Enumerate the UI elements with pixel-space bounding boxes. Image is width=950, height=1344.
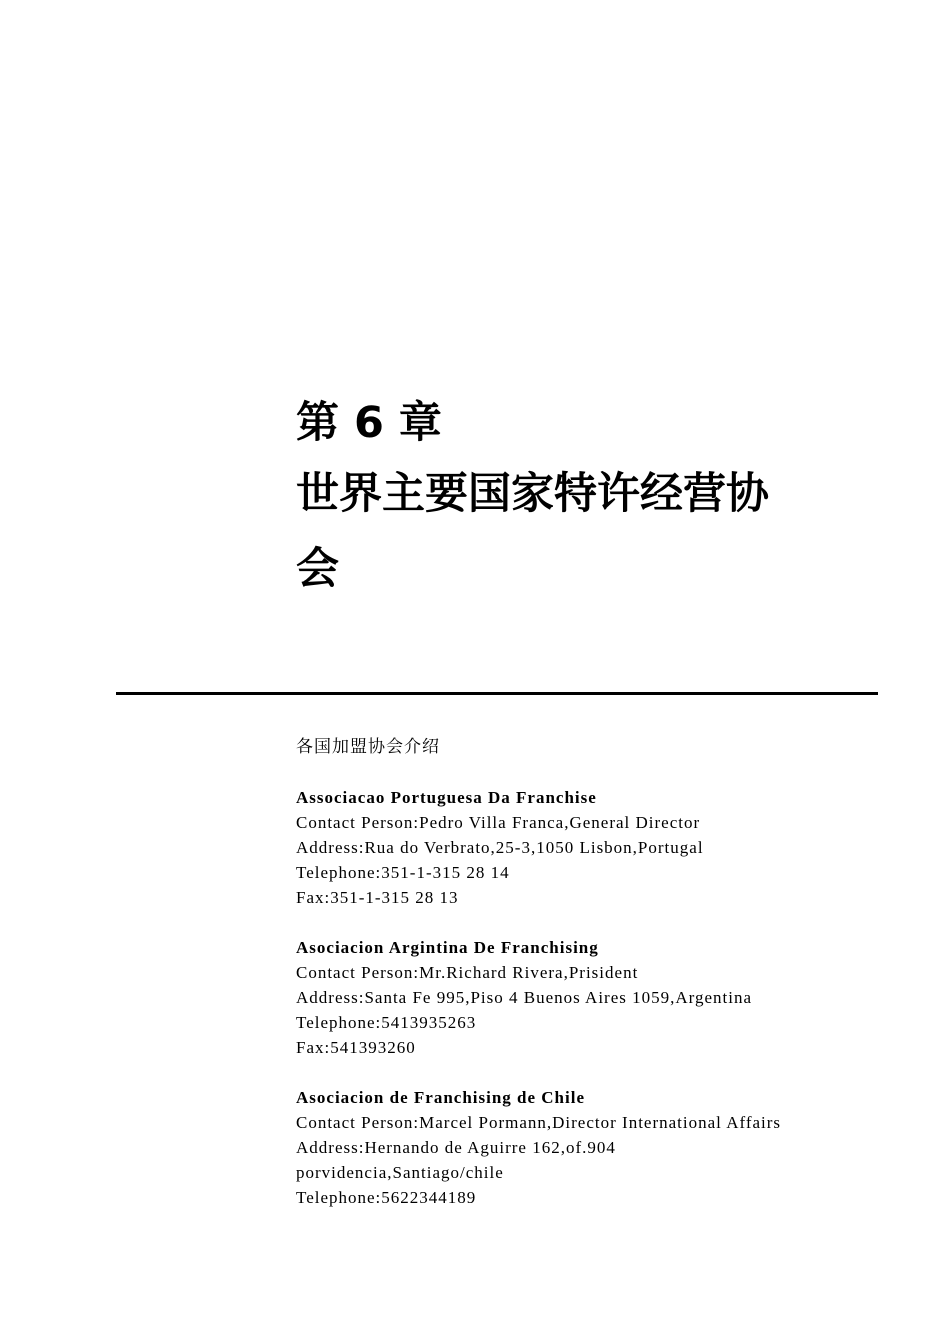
address-continued: porvidencia,Santiago/chile (296, 1163, 504, 1182)
chapter-title: 世界主要国家特许经营协会 (296, 469, 769, 594)
association-list (296, 785, 896, 1235)
chapter-number: 第 6 章 (296, 398, 442, 448)
section-divider (116, 692, 878, 695)
association-entry (296, 1085, 896, 1210)
contact-person: Contact Person:Pedro Villa Franca,General Director (296, 813, 701, 832)
contact-person: Contact Person:Mr.Richard Rivera,Prisident (296, 963, 639, 982)
address: Address:Rua do Verbrato,25-3,1050 Lisbon,Portugal (296, 838, 704, 857)
section-heading: 各国加盟协会介绍 (296, 737, 440, 757)
address: Address:Hernando de Aguirre 162,of.904 (296, 1138, 616, 1157)
telephone: Telephone:5413935263 (296, 1013, 477, 1032)
address: Address:Santa Fe 995,Piso 4 Buenos Aires 1059,Argentina (296, 988, 753, 1007)
association-name: Associacao Portuguesa Da Franchise (296, 788, 597, 807)
chapter-heading (296, 398, 856, 607)
association-entry (296, 785, 896, 910)
telephone: Telephone:5622344189 (296, 1188, 477, 1207)
association-name: Asociacion Argintina De Franchising (296, 938, 599, 957)
fax: Fax:351-1-315 28 13 (296, 888, 459, 907)
association-name: Asociacion de Franchising de Chile (296, 1088, 586, 1107)
association-entry (296, 935, 896, 1060)
fax: Fax:541393260 (296, 1038, 416, 1057)
contact-person: Contact Person:Marcel Pormann,Director International Affairs (296, 1113, 782, 1132)
telephone: Telephone:351-1-315 28 14 (296, 863, 510, 882)
